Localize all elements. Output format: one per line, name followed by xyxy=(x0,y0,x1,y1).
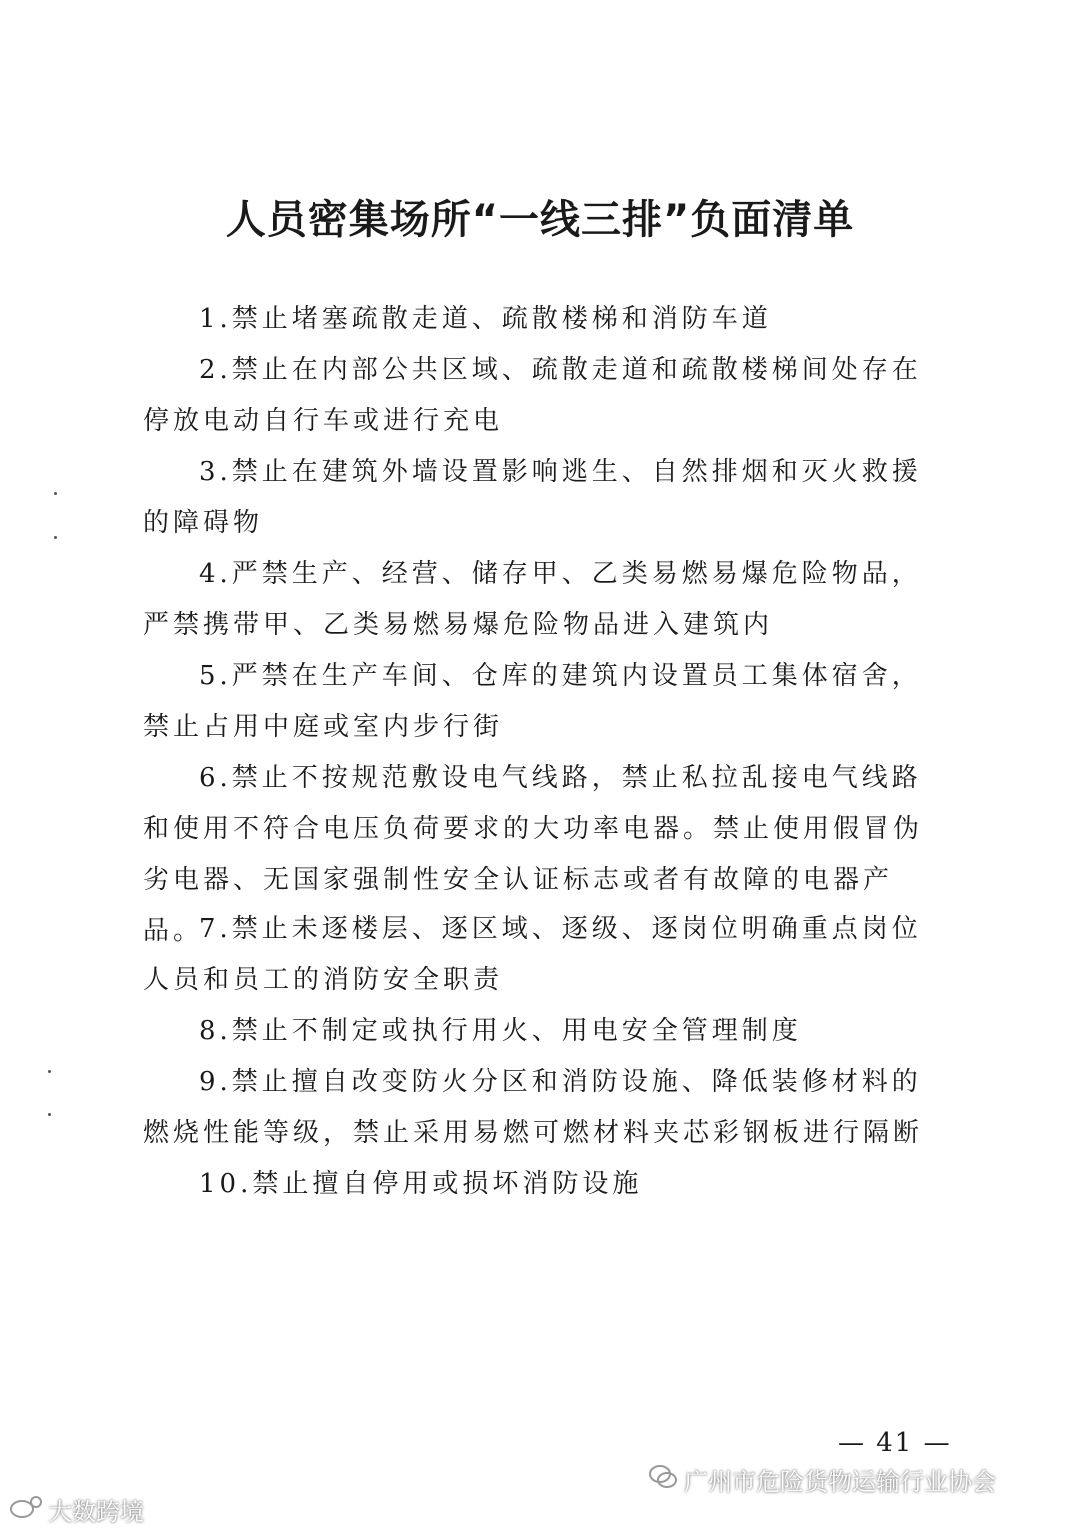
list-item: 10.禁止擅自停用或损坏消防设施 xyxy=(199,1169,643,1199)
page-title: 人员密集场所“一线三排”负面清单 xyxy=(225,197,855,243)
watermark-right xyxy=(648,1462,996,1497)
watermark-left xyxy=(8,1492,144,1527)
list-item: 9.禁止擅自改变防火分区和消防设施、降低装修材料的燃烧性能等级，禁止采用易燃可燃材料夹芯彩钢板进行隔断 xyxy=(143,1067,924,1148)
page-number: — 41 — xyxy=(838,1428,952,1458)
watermark-text: 广州市危险货物运输行业协会 xyxy=(684,1468,996,1496)
list-item: 3.禁止在建筑外墙设置影响逃生、自然排烟和灭火救援的障碍物 xyxy=(143,457,922,538)
scan-mark xyxy=(54,492,57,495)
list-item: 7.禁止未逐楼层、逐区域、逐级、逐岗位明确重点岗位人员和员工的消防安全职责 xyxy=(143,914,922,995)
scan-mark xyxy=(54,536,57,539)
list-item: 4.严禁生产、经营、储存甲、乙类易燃易爆危险物品，严禁携带甲、乙类易燃易爆危险物品进入建筑内 xyxy=(143,559,922,640)
list-item: 5.严禁在生产车间、仓库的建筑内设置员工集体宿舍，禁止占用中庭或室内步行街 xyxy=(143,661,922,742)
watermark-text: 大数跨境 xyxy=(48,1498,144,1526)
list-item: 6.禁止不按规范敷设电气线路，禁止私拉乱接电气线路和使用不符合电压负荷要求的大功率电器。禁止使用假冒伪劣电器、无国家强制性安全认证标志或者有故障的电器产品。 xyxy=(143,763,924,946)
list-item: 1.禁止堵塞疏散走道、疏散楼梯和消防车道 xyxy=(199,304,772,334)
list-item: 2.禁止在内部公共区域、疏散走道和疏散楼梯间处存在停放电动自行车或进行充电 xyxy=(143,355,922,436)
scan-mark xyxy=(48,1113,51,1116)
weibo-icon xyxy=(8,1494,44,1526)
wechat-icon xyxy=(648,1464,678,1496)
list-item: 8.禁止不制定或执行用火、用电安全管理制度 xyxy=(199,1016,802,1046)
scan-mark xyxy=(48,1070,51,1073)
